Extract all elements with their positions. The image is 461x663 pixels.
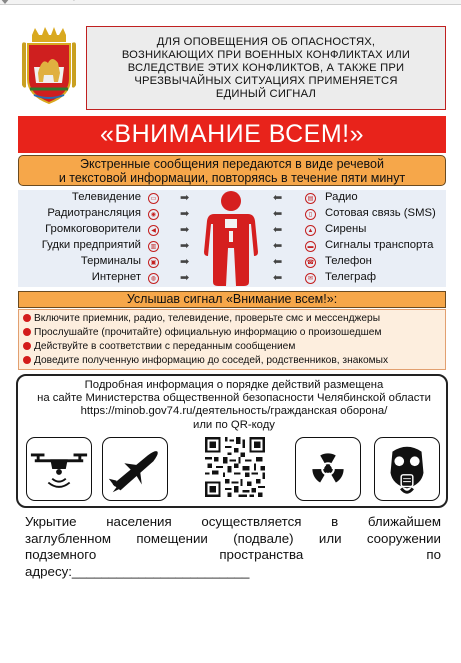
person-icon bbox=[198, 190, 264, 286]
document-toolbar-strip bbox=[0, 0, 461, 5]
list-item: Включите приемник, радио, телевидение, проверьте смс и мессенджеры bbox=[23, 313, 380, 325]
channel-left-label: Телевидение bbox=[71, 191, 141, 203]
shelter-notice bbox=[25, 514, 441, 580]
arrow-left-icon: ⬅ bbox=[273, 256, 283, 268]
list-item: Прослушайте (прочитайте) официальную информацию о произошедшем bbox=[23, 327, 381, 339]
address-field[interactable]: адресу:________________________ bbox=[25, 563, 250, 579]
channel-left-label: Радиотрансляция bbox=[47, 207, 141, 219]
bullet-icon bbox=[23, 342, 31, 350]
tv-icon: ▭ bbox=[148, 193, 159, 204]
footer-line-1: Укрытие населения осуществляется в ближайшем bbox=[25, 514, 441, 529]
header-notice bbox=[86, 26, 446, 110]
header-line-3: ВСЛЕДСТВИЕ ЭТИХ КОНФЛИКТОВ, А ТАКЖЕ ПРИ bbox=[127, 61, 405, 74]
actions-list bbox=[18, 309, 446, 370]
arrow-right-icon: ➡ bbox=[180, 272, 190, 284]
bullet-icon bbox=[23, 356, 31, 364]
message-line-2: и текстовой информации, повторяясь в течение пяти минут bbox=[58, 171, 406, 185]
qr-code[interactable] bbox=[203, 435, 267, 499]
arrow-left-icon: ⬅ bbox=[273, 192, 283, 204]
gas-mask-icon bbox=[375, 438, 439, 500]
paragraph-group-label bbox=[52, 0, 74, 1]
radio-broadcast-icon: ◉ bbox=[148, 209, 159, 220]
arrow-left-icon: ⬅ bbox=[273, 208, 283, 220]
arrow-right-icon: ➡ bbox=[180, 192, 190, 204]
channel-right-label: Сирены bbox=[325, 223, 367, 235]
channel-left-label: Гудки предприятий bbox=[41, 239, 141, 251]
loudspeaker-icon: ◀ bbox=[148, 225, 159, 236]
footer-line-3: подземного пространства по bbox=[25, 547, 441, 563]
info-line-4: или по QR-коду bbox=[193, 418, 275, 431]
radio-icon: ▤ bbox=[305, 193, 316, 204]
channel-left-label: Интернет bbox=[91, 271, 141, 283]
vehicle-signal-icon: ▬ bbox=[305, 241, 316, 252]
header-line-2: ВОЗНИКАЮЩИХ ПРИ ВОЕННЫХ КОНФЛИКТАХ ИЛИ bbox=[121, 48, 411, 61]
header-line-4: ЧРЕЗВЫЧАЙНЫХ СИТУАЦИЯХ ПРИМЕНЯЕТСЯ bbox=[134, 74, 398, 87]
info-link[interactable]: https://minob.gov74.ru/деятельность/гражданская оборона/ bbox=[80, 405, 388, 418]
message-line-1: Экстренные сообщения передаются в виде речевой bbox=[80, 157, 384, 171]
list-item: Действуйте в соответствии с переданным сообщением bbox=[23, 341, 295, 353]
header-line-5: ЕДИНЫЙ СИГНАЛ bbox=[215, 87, 317, 100]
drone-icon bbox=[27, 438, 91, 500]
header-line-1: ДЛЯ ОПОВЕЩЕНИЯ ОБ ОПАСНОСТЯХ, bbox=[156, 35, 376, 48]
channel-right-label: Сигналы транспорта bbox=[325, 239, 434, 251]
channel-left-label: Терминалы bbox=[80, 255, 141, 267]
chelyabinsk-coat-of-arms-icon bbox=[20, 27, 78, 107]
list-item: Доведите полученную информацию до соседей, родственников, знакомых bbox=[23, 355, 388, 367]
factory-horn-icon: ▥ bbox=[148, 241, 159, 252]
info-line-2: на сайте Министерства общественной безопасности Челябинской области bbox=[37, 392, 431, 405]
channel-right-label: Телеграф bbox=[325, 271, 377, 283]
bullet-icon bbox=[23, 314, 31, 322]
bullet-icon bbox=[23, 328, 31, 336]
radiation-tile bbox=[295, 437, 361, 501]
arrow-left-icon: ⬅ bbox=[273, 272, 283, 284]
attention-banner: «ВНИМАНИЕ ВСЕМ!» bbox=[18, 116, 446, 153]
internet-icon: ◍ bbox=[148, 273, 159, 284]
arrow-right-icon: ➡ bbox=[180, 224, 190, 236]
message-box bbox=[18, 155, 446, 186]
gas-mask-tile bbox=[374, 437, 440, 501]
channel-left-label: Громкоговорители bbox=[45, 223, 141, 235]
telegraph-icon: ✉ bbox=[305, 273, 316, 284]
arrow-right-icon: ➡ bbox=[180, 208, 190, 220]
channel-right-label: Сотовая связь (SMS) bbox=[325, 207, 436, 219]
arrow-right-icon: ➡ bbox=[180, 256, 190, 268]
channels-panel bbox=[18, 190, 446, 287]
siren-icon: ▲ bbox=[305, 225, 316, 236]
footer-line-2: заглубленном помещении (подвале) или сооружении bbox=[25, 530, 441, 546]
signal-heading: Услышав сигнал «Внимание всем!»: bbox=[18, 291, 446, 308]
channel-right-label: Телефон bbox=[325, 255, 372, 267]
info-line-1: Подробная информация о порядке действий размещена bbox=[84, 379, 384, 391]
telephone-icon: ☎ bbox=[305, 257, 316, 268]
terminal-icon: ▣ bbox=[148, 257, 159, 268]
info-panel bbox=[16, 374, 448, 508]
channel-right-label: Радио bbox=[325, 191, 358, 203]
missile-tile bbox=[102, 437, 168, 501]
drone-tile bbox=[26, 437, 92, 501]
cruise-missile-icon bbox=[103, 438, 167, 500]
arrow-left-icon: ⬅ bbox=[273, 224, 283, 236]
mobile-phone-icon: ▯ bbox=[305, 209, 316, 220]
radiation-icon bbox=[296, 438, 360, 500]
info-text bbox=[18, 379, 450, 432]
arrow-right-icon: ➡ bbox=[180, 240, 190, 252]
arrow-left-icon: ⬅ bbox=[273, 240, 283, 252]
chevron-down-icon[interactable] bbox=[0, 0, 10, 4]
